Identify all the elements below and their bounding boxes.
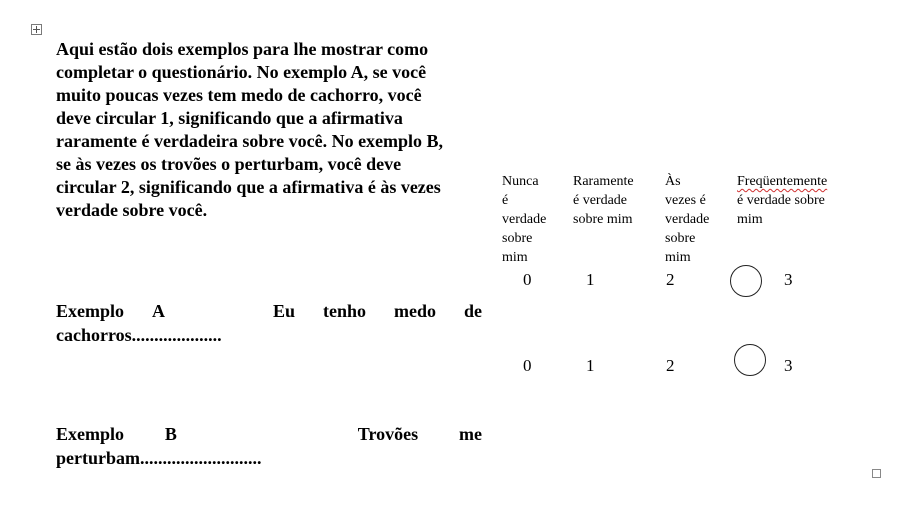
example-b-line2: perturbam........................... xyxy=(56,448,262,468)
example-b-word: Exemplo xyxy=(56,424,125,444)
example-a-option-0[interactable]: 0 xyxy=(523,270,532,289)
example-a-option-3[interactable]: 3 xyxy=(784,270,793,289)
example-a-line2: cachorros.................... xyxy=(56,325,222,345)
example-a-word: Eu xyxy=(272,301,296,321)
example-a-statement xyxy=(56,299,482,347)
example-a-letter: A xyxy=(152,301,165,321)
example-b-option-2[interactable]: 2 xyxy=(666,356,675,375)
column-heading-never: Nunca é verdade sobre mim xyxy=(502,174,547,265)
example-b-word: Trovões xyxy=(357,424,419,444)
example-a-word: medo xyxy=(394,301,436,321)
example-a-option-2[interactable]: 2 xyxy=(666,270,675,289)
example-b-option-1[interactable]: 1 xyxy=(586,356,595,375)
end-of-cell-marker-icon xyxy=(872,469,881,478)
example-a-circle-mark xyxy=(730,265,762,297)
example-b-option-0[interactable]: 0 xyxy=(523,356,532,375)
table-move-handle-icon[interactable] xyxy=(31,24,42,35)
example-b-option-3[interactable]: 3 xyxy=(784,356,793,375)
example-a-option-1[interactable]: 1 xyxy=(586,270,595,289)
column-heading-sometimes: Às vezes é verdade sobre mim xyxy=(665,174,710,265)
spellcheck-flagged-word: Freqüentemente xyxy=(737,174,828,189)
example-a-word: Exemplo xyxy=(56,301,125,321)
example-b-word: me xyxy=(458,424,482,444)
column-heading-often xyxy=(737,172,855,229)
column-heading-rarely: Raramente é verdade sobre mim xyxy=(573,174,634,227)
example-b-letter: B xyxy=(164,424,177,444)
instructions-paragraph: Aqui estão dois exemplos para lhe mostrar como completar o questionário. No exemplo A, se você muito poucas vezes tem medo de cachorro, você deve circular 1, significando que a afirmativa raramente é verdadeira sobre você. No exemplo B, se às vezes os trovões o perturbam, você deve circular 2, significando que a afirmativa é às vezes verdade sobre você. xyxy=(56,39,444,220)
example-a-word: tenho xyxy=(323,301,367,321)
example-b-circle-mark xyxy=(734,344,766,376)
example-a-word: de xyxy=(463,301,482,321)
example-b-statement xyxy=(56,422,482,470)
column-heading-often-rest: é verdade sobre mim xyxy=(737,193,825,227)
